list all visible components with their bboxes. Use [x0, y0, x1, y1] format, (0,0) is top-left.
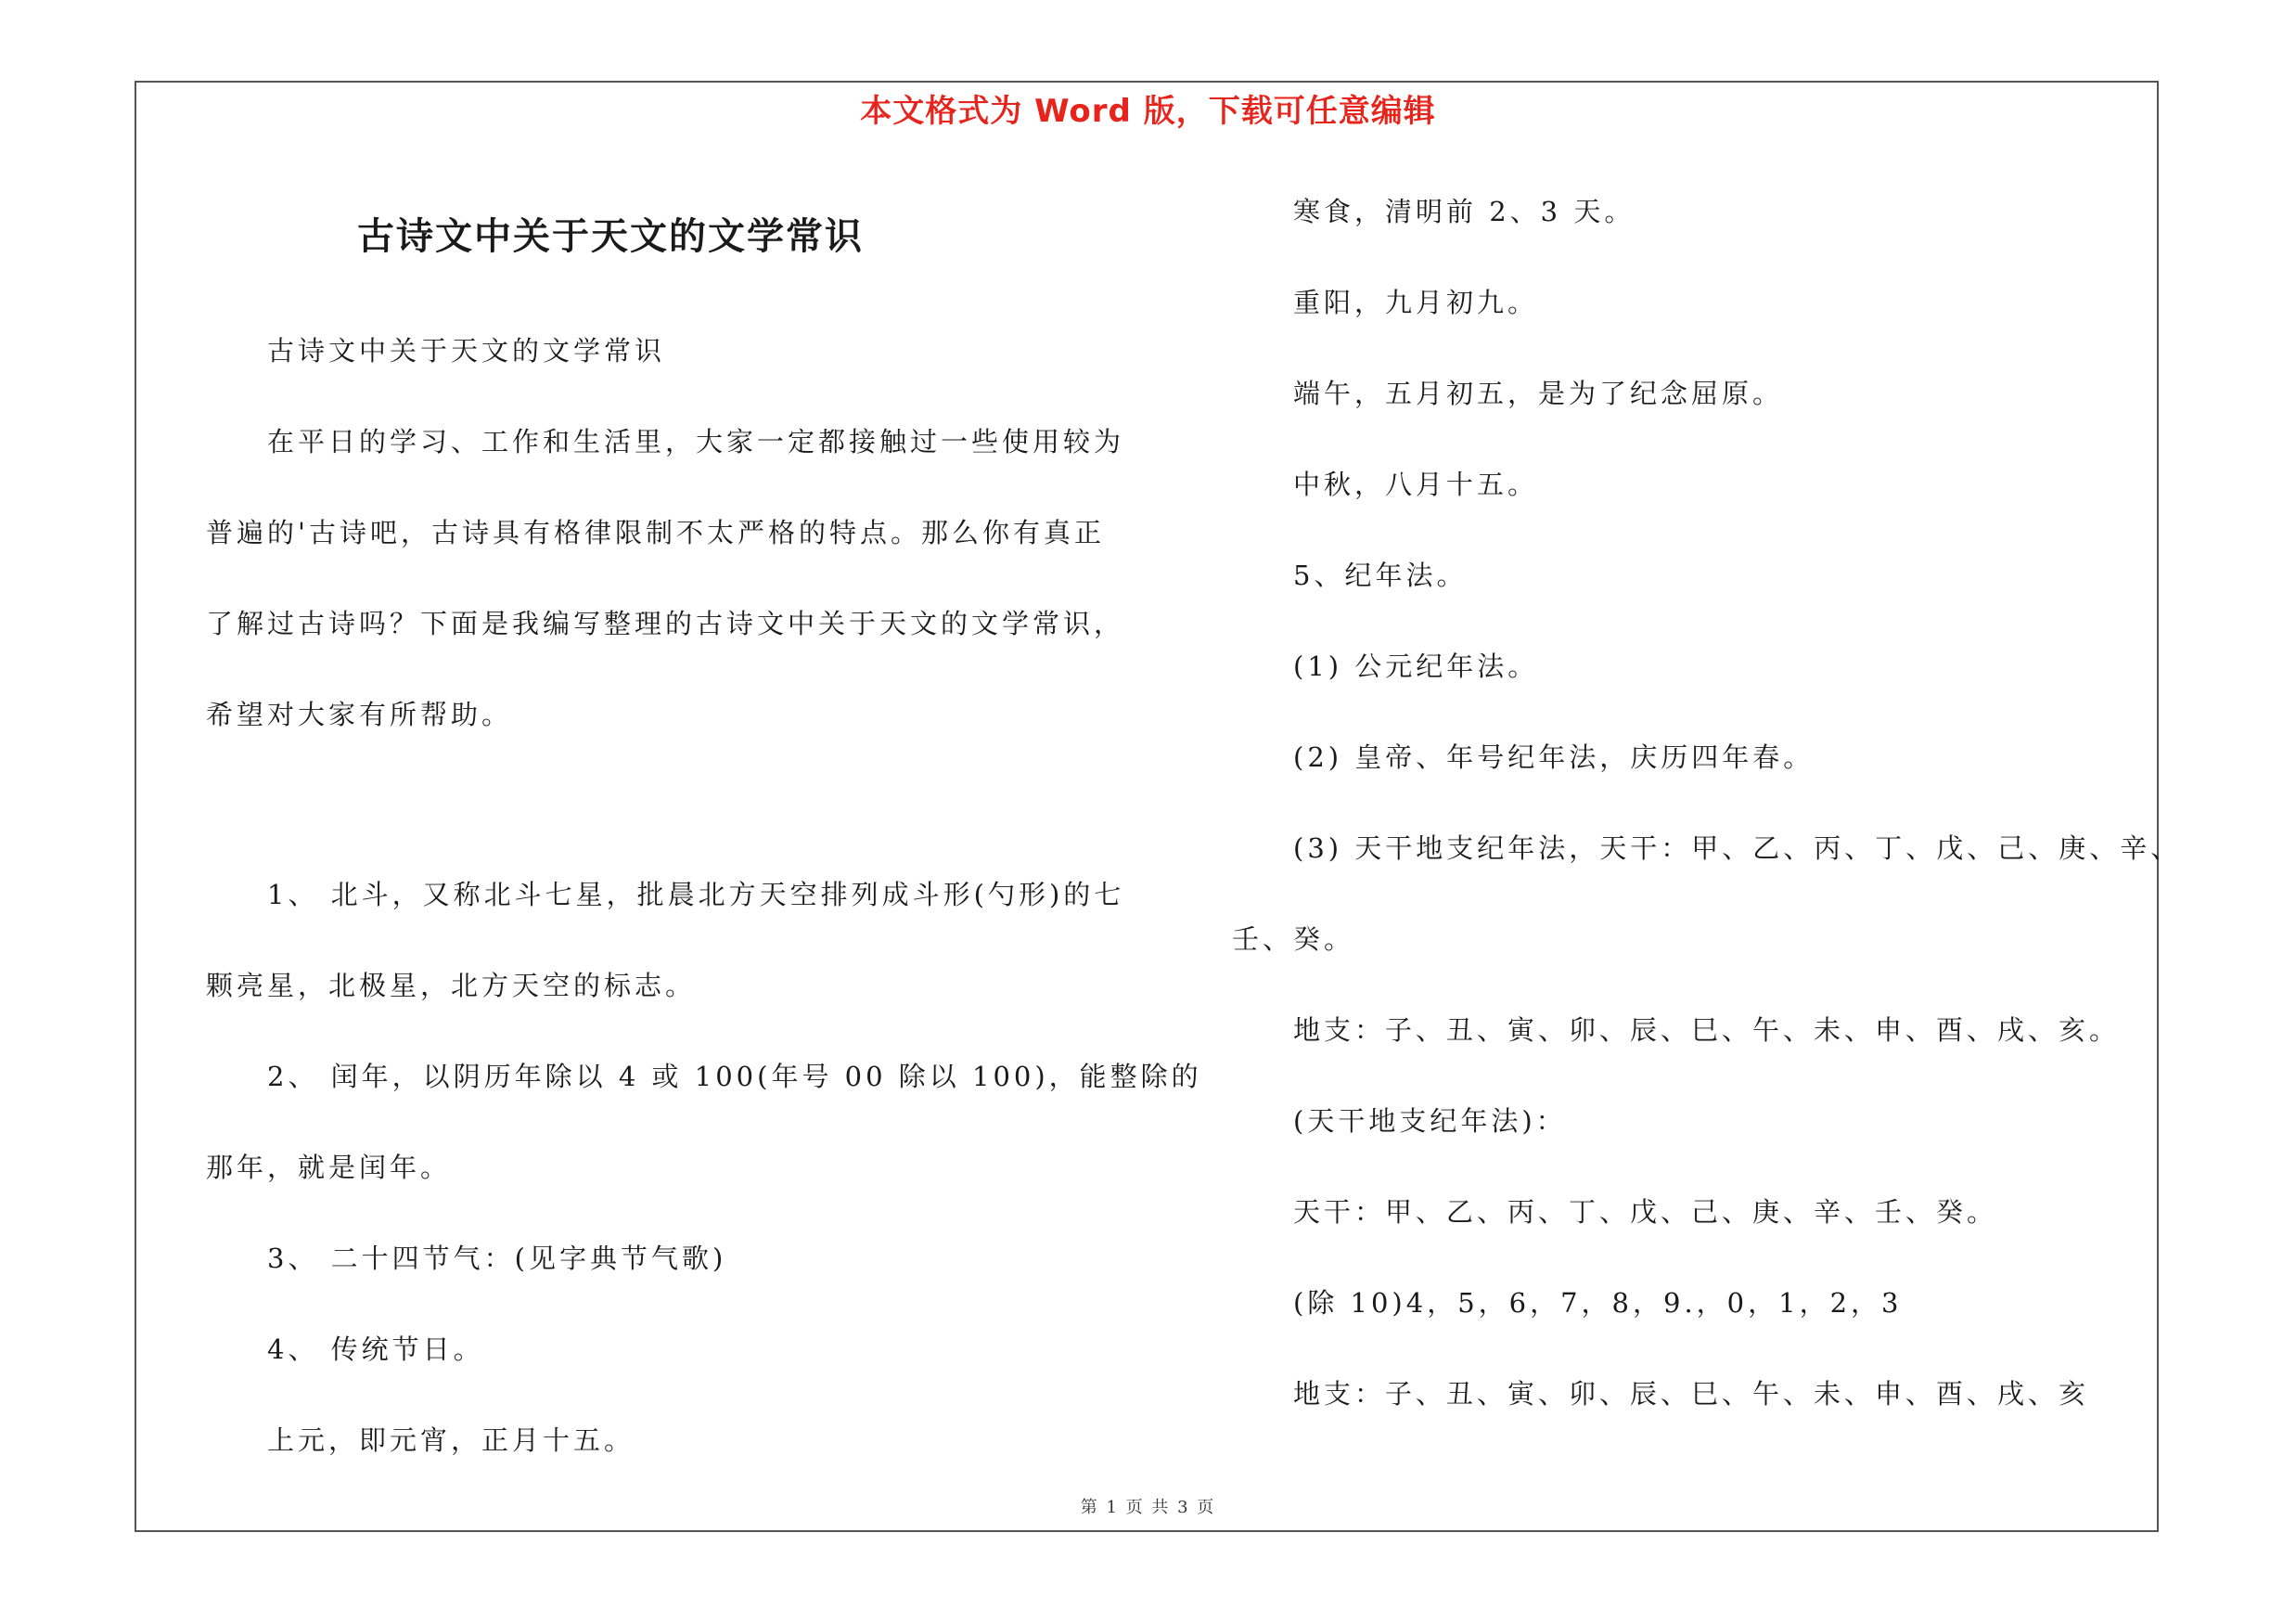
paragraph-line: 在平日的学习、工作和生活里，大家一定都接触过一些使用较为: [267, 426, 1125, 457]
paragraph-line: 希望对大家有所帮助。: [206, 699, 513, 730]
list-item-line: 5、纪年法。: [1293, 560, 1468, 591]
list-item-line: 地支：子、丑、寅、卯、辰、巳、午、未、申、酉、戌、亥: [1293, 1378, 2090, 1410]
list-item-line: 颗亮星，北极星，北方天空的标志。: [206, 970, 697, 1001]
paragraph-line: 普遍的'古诗吧，古诗具有格律限制不太严格的特点。那么你有真正: [206, 517, 1105, 548]
document-title: 古诗文中关于天文的文学常识: [357, 214, 864, 258]
list-item-line: 重阳，九月初九。: [1293, 287, 1539, 318]
list-item-line: (2) 皇帝、年号纪年法，庆历四年春。: [1293, 741, 1815, 773]
list-item-line: (天干地支纪年法)：: [1293, 1105, 1567, 1137]
list-item-line: 端午，五月初五，是为了纪念屈原。: [1293, 378, 1784, 409]
list-item-line: 那年，就是闰年。: [206, 1152, 452, 1183]
list-item-line: (除 10)4，5，6，7，8，9.，0，1，2，3: [1293, 1287, 1903, 1319]
list-item-line: 地支：子、丑、寅、卯、辰、巳、午、未、申、酉、戌、亥。: [1293, 1014, 2121, 1046]
list-item-line: 壬、癸。: [1232, 923, 1355, 955]
paragraph-line: 古诗文中关于天文的文学常识: [267, 335, 666, 367]
list-item-line: 3、 二十四节气：(见字典节气歌): [267, 1243, 727, 1274]
list-item-line: (3) 天干地支纪年法，天干：甲、乙、丙、丁、戊、己、庚、辛、: [1293, 832, 2182, 864]
list-item-line: 1、 北斗，又称北斗七星，批晨北方天空排列成斗形(勺形)的七: [267, 879, 1125, 910]
list-item-line: 中秋，八月十五。: [1293, 469, 1539, 500]
list-item-line: 寒食，清明前 2、3 天。: [1293, 196, 1635, 227]
list-item-line: 4、 传统节日。: [267, 1333, 484, 1365]
page-number-footer: 第 1 页 共 3 页: [1080, 1498, 1216, 1517]
list-item-line: 2、 闰年，以阴历年除以 4 或 100(年号 00 除以 100)，能整除的: [267, 1061, 1202, 1092]
list-item-line: 天干：甲、乙、丙、丁、戊、己、庚、辛、壬、癸。: [1293, 1196, 1998, 1228]
list-item-line: 上元，即元宵，正月十五。: [267, 1424, 635, 1456]
format-banner: 本文格式为 Word 版，下载可任意编辑: [860, 93, 1436, 130]
paragraph-line: 了解过古诗吗？下面是我编写整理的古诗文中关于天文的文学常识，: [206, 608, 1125, 639]
list-item-line: (1) 公元纪年法。: [1293, 650, 1539, 682]
